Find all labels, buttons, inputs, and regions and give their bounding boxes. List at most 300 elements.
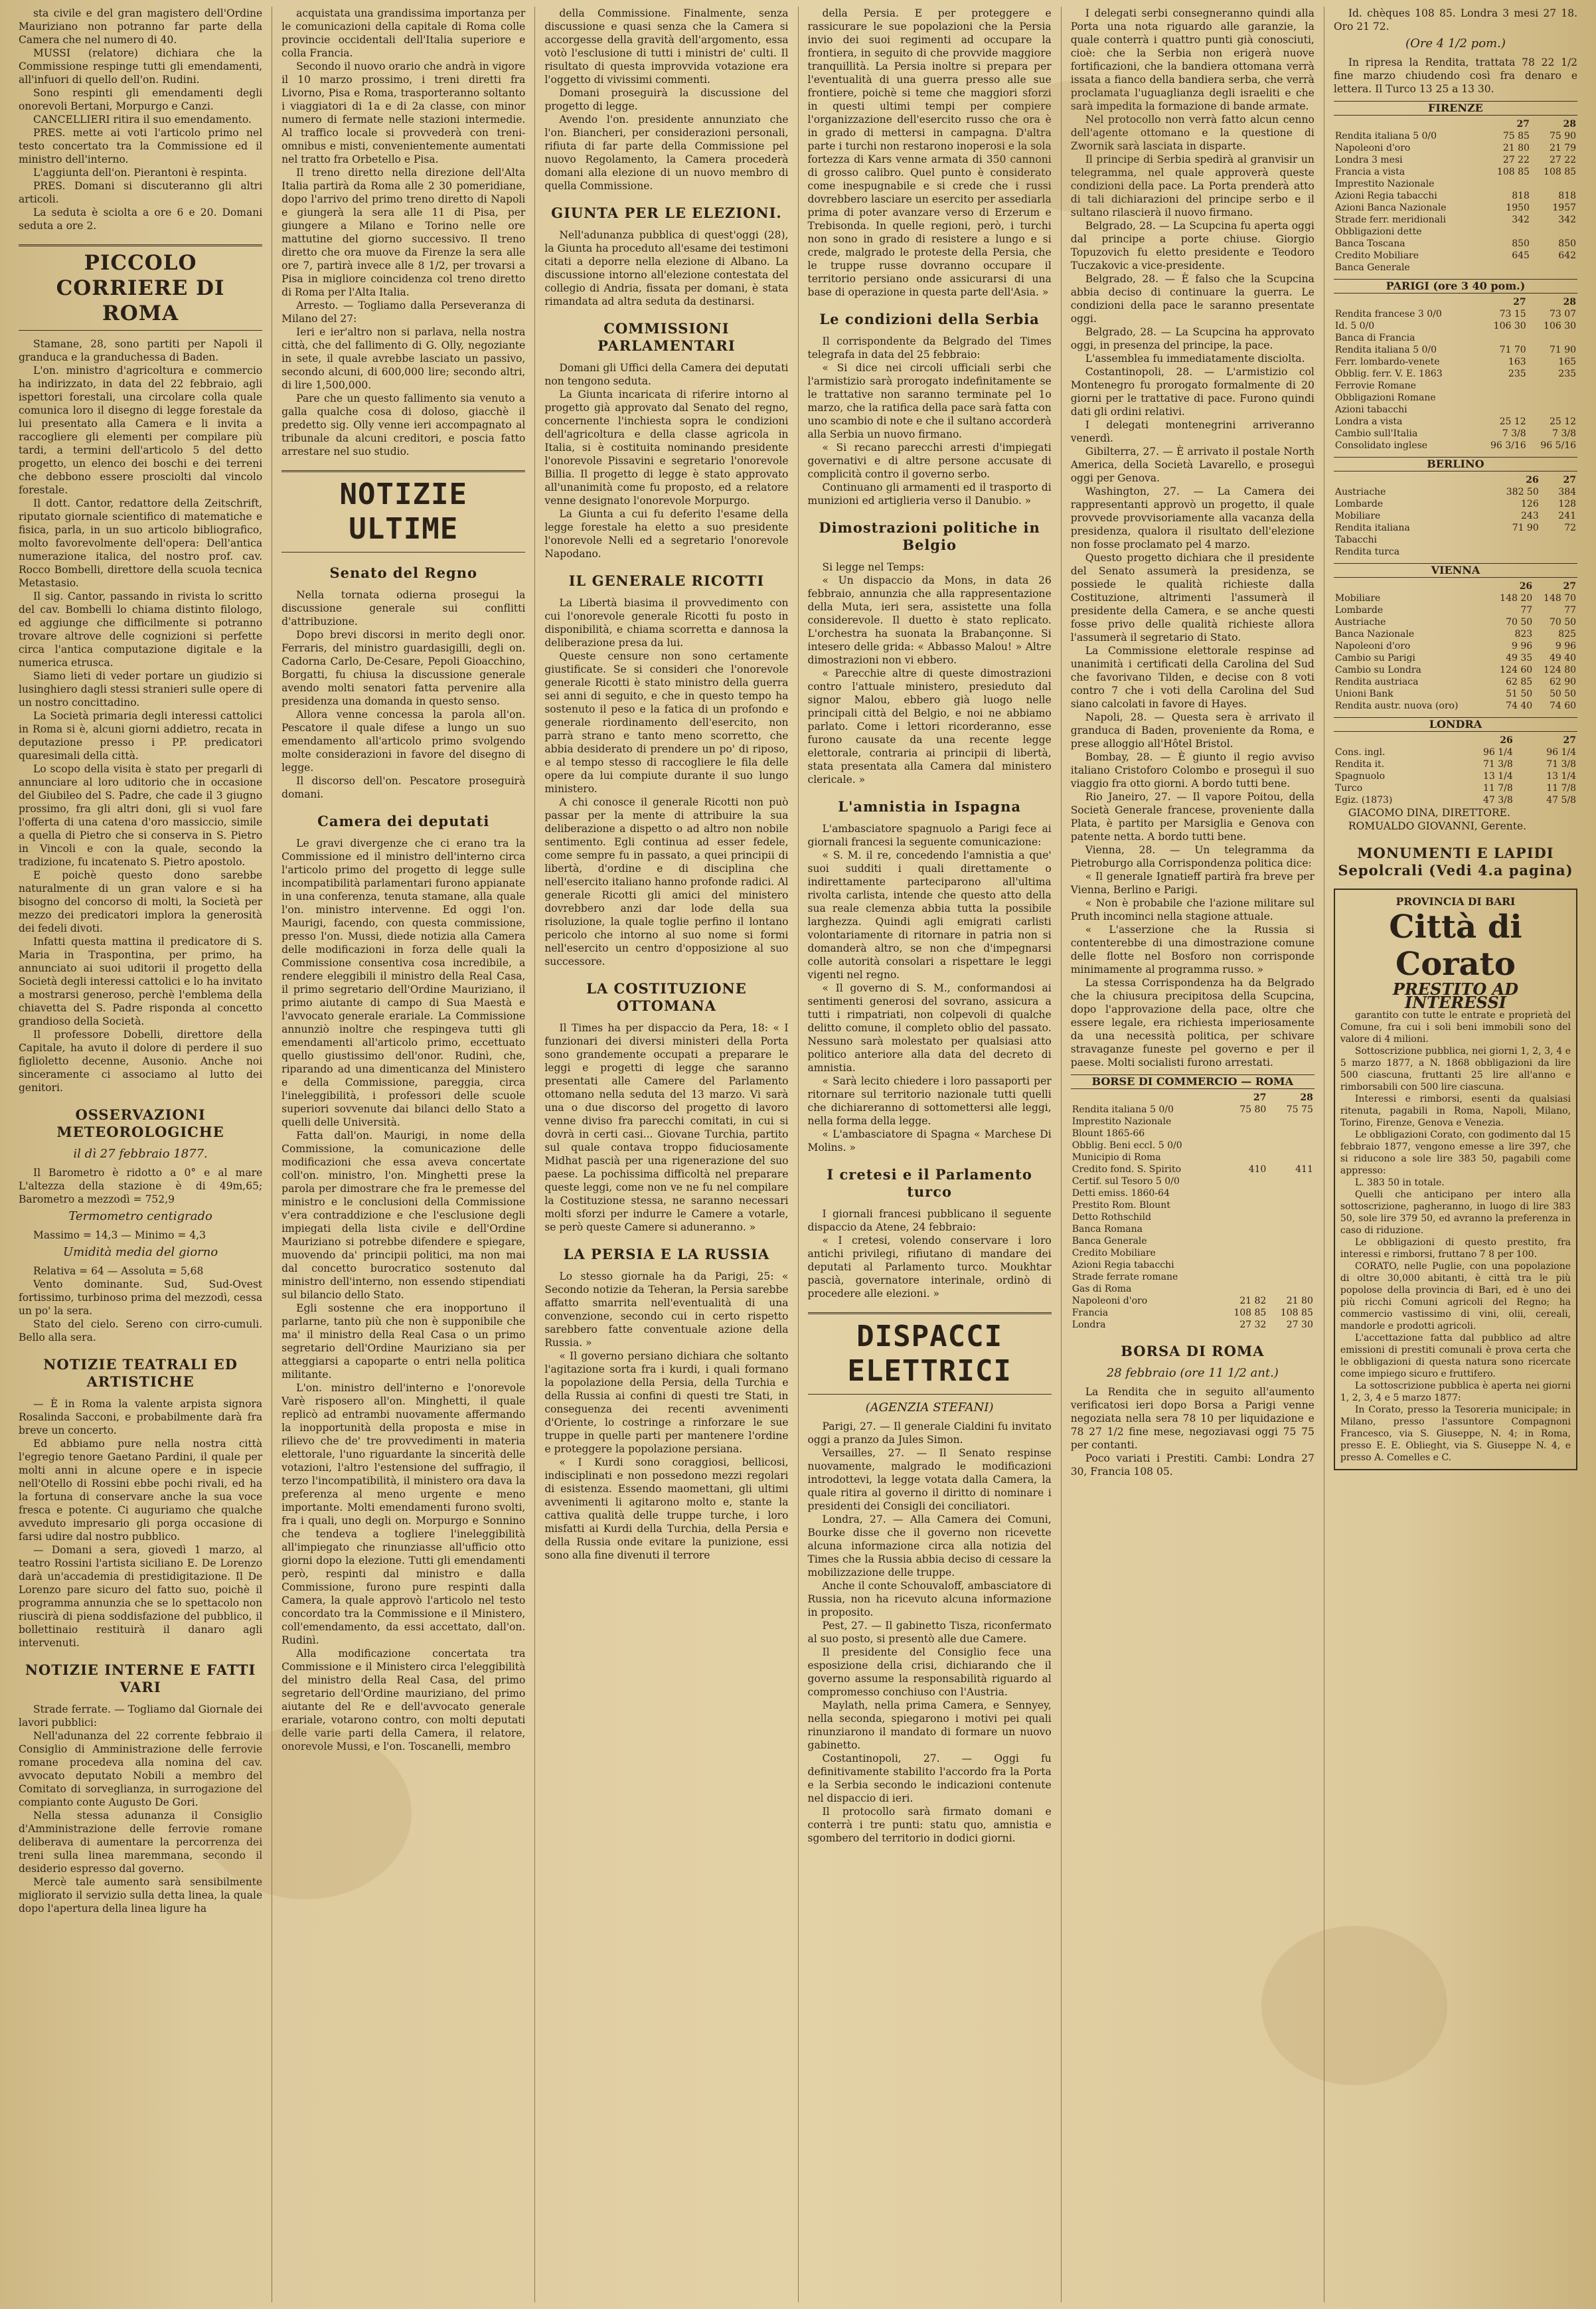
quote-value: 382 50 [1506,487,1539,497]
table-row [1334,202,1577,214]
security-name: Id. 5 0/0 [1334,321,1375,331]
table-header-row [1334,296,1577,308]
table-header-row [1334,474,1577,486]
quote-value: 47 5/8 [1546,795,1577,806]
quote-value [1267,1116,1315,1128]
paragraph: Il principe di Serbia spedirà al granvisir un telegramma, nel quale approverà queste condizioni della pace. La Porta prenderà atto di tali dichiarazioni del principe serbo e il sultano rilascierà il nuovo firmano. [1070,153,1315,218]
paragraph: Secondo il nuovo orario che andrà in vigore il 10 marzo prossimo, i treni diretti fra Livorno, Pisa e Roma, trasporteranno soltanto i viaggiatori di 1a e di 2a classe, con minor numero di fermate nelle stazioni intermedie. Al traffico locale si provvederà con treni-omnibus e misti, convenientemente aumentati nel tratto fra Orbetello e Pisa. [281,60,526,165]
quote-value [1221,1247,1268,1259]
security-name: Napoleoni d'oro [1334,143,1411,153]
quote-value: 235 [1558,369,1577,379]
quote-value [1267,1283,1315,1295]
quote-value [1221,1140,1268,1152]
quote-value [1221,1175,1268,1187]
subheading: il dì 27 febbraio 1877. [73,1147,208,1161]
column-header: 27 [1563,581,1577,592]
security-name: Napoleoni d'oro [1072,1296,1148,1306]
quote-value: 108 85 [1234,1308,1267,1318]
table-row [1071,1247,1315,1259]
paragraph: L'assemblea fu immediatamente disciolta. [1085,353,1305,365]
security-name: Mobiliare [1334,593,1381,604]
quote-value [1221,1271,1268,1283]
security-name: Unioni Bank [1334,689,1394,699]
ad-paragraph: garantito con tutte le entrate e proprietà del Comune, fra cui i soli beni immobili sono del valore di 4 milioni. [1340,1010,1571,1045]
security-name: Rendita italiana [1334,523,1410,533]
paragraph: Continuano gli armamenti ed il trasporto di munizioni ed artiglieria verso il Danubio. » [807,481,1052,507]
table-header-row [1334,580,1577,592]
quote-value: 13 1/4 [1546,771,1577,782]
section-heading: NOTIZIE INTERNE E FATTI VARI [25,1662,256,1695]
table-row [1334,510,1577,522]
section-heading: MONUMENTI E LAPIDI Sepolcrali (Vedi 4.a pagina) [1338,845,1573,879]
table-row [1334,746,1577,758]
paragraph: In ripresa la Rendita, trattata 78 22 1/2 fine marzo chiudendo così fra denaro e lettera. Il Turco 13 25 a 13 30. [1333,56,1578,95]
security-name: Lombarde [1334,499,1384,509]
security-name: Gas di Roma [1072,1284,1132,1294]
paragraph: Domani proseguirà la discussione del progetto di legge. [544,87,789,112]
quotes-table [1334,474,1577,558]
quote-value: 49 40 [1549,653,1577,663]
paragraph: Stamane, 28, sono partiti per Napoli il granduca e la granduchessa di Baden. [19,338,263,363]
table-row [1334,628,1577,640]
table-row [1334,652,1577,664]
table-row [1071,1235,1315,1247]
paragraph: Bombay, 28. — È giunto il regio avviso italiano Cristoforo Colombo e proseguì il suo viaggio fra otto giorni. A bordo tutti bene. [1070,751,1315,790]
paragraph: Il protocollo sarà firmato domani e conterrà i tre punti: statu quo, amnistia e sgombero del territorio in dodici giorni. [807,1806,1052,1844]
column-header: 27 [1513,297,1526,307]
subheading: Termometro centigrado [68,1209,212,1223]
quote-value [1267,1259,1315,1271]
table-row [1071,1259,1315,1271]
quote-value: 62 85 [1506,677,1533,687]
table-row [1071,1152,1315,1163]
quote-value: 818 [1512,191,1530,201]
security-name: Consolidato inglese [1334,440,1428,451]
paragraph: Infatti questa mattina il predicatore di S. Maria in Traspontina, per primo, ha annunciato ai suoi uditorii il progetto della Società degli interessi cattolici e lo ha invitato a mostrarsi generoso, perchè l'emblema della chiavetta del S. Padre risponda al concetto grandioso della Società. [19,936,263,1027]
quote-value [1528,404,1577,416]
paragraph: A chi conosce il generale Ricotti non può passar per la mente di attribuire la sua deliberazione a dispetto o ad altro non nobile sentimento. Egli continua ad esser fedele, come sempre fu in passato, a quei principii di libertà, d'ordine e di disciplina che nell'esercito italiano hanno profonde radici. Al generale Ricotti gli amici del ministero dovrebbero anzi dar lode della sua risoluzione, la quale toglie perfino il lontano pericolo che intorno al suo nome si formi nell'esercito un centro d'opposizione al suo successore. [544,796,789,968]
security-name: Obbligazioni Romane [1334,392,1436,403]
quote-value [1267,1128,1315,1140]
security-name: Credito Mobiliare [1334,250,1419,261]
paragraph: Fatta dall'on. Maurigi, in nome della Commissione, la comunicazione delle modificazioni che essa aveva concertate coll'on. ministro, l'on. Minghetti prese la parola per dimostrare che fra le premesse del ministro e le conclusioni della Commissione v'era contraddizione e che l'esclusione degli impiegati della lista civile e dell'Ordine Mauriziano si potrebbe difendere e spiegare, muovendo da' principii politici, ma non mai dal concetto burocratico sostenuto dal ministro dell'interno, non essendo stipendiati sul bilancio dello Stato. [281,1130,526,1301]
section-heading: IL GENERALE RICOTTI [568,572,765,589]
column-4 [799,7,1062,2302]
security-name: Azioni Regia tabacchi [1072,1260,1174,1270]
quote-value: 96 1/4 [1546,747,1577,758]
quotes-table [1334,118,1577,274]
quote-value: 74 40 [1506,701,1533,711]
paragraph: Strade ferrate. — Togliamo dal Giornale dei lavori pubblici: [19,1703,263,1729]
ad-paragraph: L'accettazione fatta dal pubblico ad altre emissioni di prestiti comunali è prova certa che le obbligazioni di questa natura sono ricercate come impiego sicuro e fruttifero. [1340,1333,1571,1379]
security-name: Detto Rothschild [1072,1212,1151,1223]
quote-value [1531,262,1577,274]
table-header-row [1071,1092,1315,1104]
paragraph: GIACOMO DINA, DIRETTORE. [1348,807,1510,819]
quote-value: 73 15 [1499,309,1526,319]
table-row [1334,380,1577,392]
security-name: Napoleoni d'oro [1334,641,1411,651]
table-row [1071,1128,1315,1140]
paragraph: Alla modificazione concertata tra Commissione e il Ministero circa l'eleggibilità del ministro della Real Casa, del primo segretario dell'Ordine mauriziano, del primo aiutante del Re e dell'avvocato generale erariale, votarono contro, con molti deputati delle varie parti della Camera, il relatore, onorevole Mussi, e l'on. Toscanelli, membro [281,1648,526,1753]
quote-value: 1957 [1552,203,1577,213]
security-name: Francia [1072,1308,1109,1318]
quote-value [1476,534,1540,546]
quote-value: 75 75 [1286,1104,1313,1115]
financial-table-title: BORSE DI COMMERCIO — ROMA [1071,1074,1315,1089]
security-name: Rendita it. [1334,759,1385,770]
paragraph: PRES. Domani si discuteranno gli altri articoli. [19,180,263,205]
paragraph: Egli sostenne che era inopportuno il parlarne, tanto più che non è supponibile che ma' il ministro della Real Casa o un primo segretario dell'Ordine Mauriziano sia per atteggiarsi a capoparte o entri nella politica militante. [281,1302,526,1381]
security-name: Ferrovie Romane [1334,381,1416,391]
table-row [1334,262,1577,274]
security-name: Banca Generale [1334,262,1410,273]
security-name: Londra a vista [1334,416,1403,427]
paragraph: « Il governo persiano dichiara che soltanto l'agitazione sorta fra i kurdi, i quali formano la popolazione della Persia, della Turchia e della Russia ai confini di questi tre Stati, in conseguenza dei recenti avvenimenti d'Oriente, lo costringe a rinforzare le sue truppe in quelle parti per mantenere l'ordine e proteggere la popolazione persiana. [544,1350,789,1455]
paragraph: Maylath, nella prima Camera, e Sennyey, nella seconda, spiegarono i motivi pei quali rinunziarono il mandato di formare un nuovo gabinetto. [807,1699,1052,1751]
subheading: (AGENZIA STEFANI) [865,1401,994,1414]
security-name: Strade ferrate romane [1072,1272,1178,1282]
paragraph: CANCELLIERI ritira il suo emendamento. [33,114,252,126]
paragraph: « I Kurdi sono coraggiosi, bellicosi, indisciplinati e non possedono mezzi regolari di esistenza. Essendo maomettani, gli ultimi avvenimenti li agitarono molto e, stante la cattiva qualità delle truppe turche, i loro misfatti ai Kurdi della Turchia, della Persia e della Russia onde evitare la punizione, essi sono alla fine divenuti il terrore [544,1456,789,1561]
security-name: Cambio su Londra [1334,665,1421,675]
paragraph: Nell'adunanza del 22 corrente febbraio il Consiglio di Amministrazione delle ferrovie romane procedeva alla nomina del cav. avvocato deputato Nobili a membro del Comitato di sorveglianza, in surrogazione del compianto conte Augusto De Gori. [19,1730,263,1808]
section-heading: Le condizioni della Serbia [819,311,1040,327]
ad-paragraph: Interessi e rimborsi, esenti da qualsiasi ritenuta, pagabili in Roma, Napoli, Milano, Torino, Firenze, Genova e Venezia. [1340,1094,1571,1128]
column-header: 28 [1300,1092,1313,1103]
ad-paragraph: Sottoscrizione pubblica, nei giorni 1, 2, 3, 4 e 5 marzo 1877, a N. 1868 obbligazioni da lire 500 ciascuna, fruttanti 25 lire all'anno e rimborsabili con 500 lire ciascuna. [1340,1046,1571,1092]
section-heading: NOTIZIE ULTIME [281,470,525,553]
table-row [1334,404,1577,416]
ad-paragraph: Le obbligazioni di questo prestito, fra interessi e rimborsi, fruttano 7 8 per 100. [1340,1237,1571,1260]
quote-value [1540,534,1577,546]
quote-value: 25 12 [1549,416,1577,427]
security-name: Obblig. ferr. V. E. 1863 [1334,369,1443,379]
paragraph: PRES. mette ai voti l'articolo primo nel testo concertato tra la Commissione ed il ministro dell'interno. [19,127,263,165]
quote-value: 11 7/8 [1546,783,1577,794]
financial-table-title: VIENNA [1334,563,1577,578]
quotes-table [1334,580,1577,712]
financial-table [1334,101,1577,274]
security-name: Rendita italiana 5 0/0 [1334,345,1437,355]
quote-value: 27 32 [1239,1320,1267,1330]
paragraph: Relativa = 64 — Assoluta = 5,68 [33,1265,204,1277]
paragraph: La Giunta incaricata di riferire intorno al progetto già approvato dal Senato del regno, concernente l'inchiesta sopra le condizioni dell'agricoltura e della classe agricola in Italia, si è costituita nominando presidente l'onorevole Pissavini e segretario l'onorevole Billia. Il progetto di legge è stato approvato all'unanimità come fu proposto, ed a relatore venne designato l'onorevole Morpurgo. [544,388,789,507]
paragraph: della Commissione. Finalmente, senza discussione e quasi senza che la Camera si accorgesse della gravità dell'argomento, essa votò l'esclusione di tutti i ministri de' culti. Il risultato di questa improvvida votazione era l'oggetto di vivissimi commenti. [544,7,789,86]
quote-value [1221,1116,1268,1128]
security-name: Banca Toscana [1334,238,1405,249]
security-name: Turco [1334,783,1363,794]
paragraph: Gibilterra, 27. — È arrivato il postale North America, della Società Lavarello, e proseguì oggi per Genova. [1070,446,1315,484]
section-heading: LA PERSIA E LA RUSSIA [563,1246,770,1262]
quote-value: 850 [1558,238,1577,249]
column-header: 26 [1526,475,1539,485]
paragraph: Londra, 27. — Alla Camera dei Comuni, Bourke disse che il governo non ricevette alcuna informazione circa alla notizia del Times che la Russia abbia deciso di cessare la mobilizzazione delle truppe. [807,1513,1052,1579]
paragraph: « Il generale Ignatieff partirà fra breve per Vienna, Berlino e Parigi. [1070,871,1315,896]
column-3 [535,7,798,2302]
paragraph: « Un dispaccio da Mons, in data 26 febbraio, annunzia che alla rappresentazione della Muta, ieri sera, assistette una folla considerevole. Il duetto è stato replicato. L'orchestra ha suonata la Brabançonne. Si intesero delle grida: « Abbasso Malou! » Altre dimostrazioni non vi ebbero. [807,574,1052,666]
quote-value: 51 50 [1506,689,1533,699]
quote-value: 126 [1521,499,1539,509]
table-row [1334,320,1577,332]
advertisement [1334,889,1577,1470]
quote-value [1531,178,1577,190]
quote-value [1267,1247,1315,1259]
section-heading: LA COSTITUZIONE OTTOMANA [586,980,747,1014]
column-header: 28 [1563,297,1577,307]
table-row [1071,1283,1315,1295]
paragraph: Pare che un questo fallimento sia venuto a galla qualche cosa di doloso, giacchè il predetto sig. Olly venne ieri accompagnato al tribunale da alcuni creditori, e poscia fatto arrestare nel suo studio. [281,392,526,458]
table-row [1334,770,1577,782]
table-row [1334,794,1577,806]
table-row [1334,592,1577,604]
paragraph: Mercè tale aumento sarà sensibilmente migliorato il servizio sulla detta linea, la quale dopo l'apertura della linea ligure ha [19,1876,263,1915]
quote-value: 72 [1564,523,1577,533]
ad-paragraph: La sottoscrizione pubblica è aperta nei giorni 1, 2, 3, 4 e 5 marzo 1877: [1340,1381,1571,1403]
paragraph: Dopo brevi discorsi in merito degli onor. Ferraris, del ministro guardasigilli, degli on. Cadorna Carlo, De-Cesare, Pepoli Gioacchino, Borgatti, fu chiusa la discussione generale avendo molti senatori fatta pervenire alla presidenza una domanda in questo senso. [281,629,526,707]
financial-table [1334,717,1577,806]
table-row [1071,1116,1315,1128]
paragraph: Nell'adunanza pubblica di quest'oggi (28), la Giunta ha proceduto all'esame dei testimoni citati a deporre nella elezione di Albano. La discussione intorno all'elezione contestata del collegio di Andria, fissata per domani, è stata rimandata ad altra seduta da destinarsi. [544,229,789,307]
table-row [1071,1187,1315,1199]
paragraph: Costantinopoli, 28. — L'armistizio col Montenegro fu prorogato formalmente di 20 giorni per le trattative di pace. Furono quindi dati gli ordini relativi. [1070,366,1315,418]
financial-table [1071,1074,1315,1331]
paragraph: ROMUALDO GIOVANNI, Gerente. [1348,820,1527,832]
security-name: Prestito Rom. Blount [1072,1200,1170,1211]
quote-value: 70 50 [1506,617,1533,628]
quote-value [1267,1211,1315,1223]
table-row [1334,250,1577,262]
security-name: Credito fond. S. Spirito [1072,1164,1182,1175]
quote-value: 163 [1508,357,1526,367]
quote-value [1221,1259,1268,1271]
paragraph: Domani gli Uffici della Camera dei deputati non tengono seduta. [544,362,789,387]
quote-value [1221,1152,1268,1163]
section-heading: Senato del Regno [329,564,478,581]
table-row [1334,676,1577,688]
quote-value: 73 07 [1549,309,1577,319]
section-heading: DISPACCI ELETTRICI [808,1312,1052,1395]
quote-value: 7 3/8 [1552,428,1577,439]
table-row [1334,226,1577,238]
quote-value: 850 [1512,238,1530,249]
security-name: Banca Generale [1072,1236,1147,1246]
quote-value: 62 90 [1549,677,1577,687]
quote-value: 25 12 [1499,416,1526,427]
paragraph: Versailles, 27. — Il Senato respinse nuovamente, malgrado le modificazioni introdottevi, la legge votata dalla Camera, la quale ritira al governo il diritto di nominare i presidenti dei Consigli dei conciliatori. [807,1447,1052,1512]
table-row [1334,344,1577,356]
quote-value: 148 20 [1500,593,1533,604]
security-name: Obbligazioni dette [1334,226,1422,237]
table-row [1334,166,1577,178]
table-row [1071,1104,1315,1116]
paragraph: Anche il conte Schouvaloff, ambasciatore di Russia, non ha ricevuto alcuna informazione in proposito. [807,1580,1052,1618]
subheading: Umidità media del giorno [62,1245,218,1259]
table-row [1334,440,1577,452]
ad-paragraph: In Corato, presso la Tesoreria municipale; in Milano, presso l'assuntore Compagnoni Francesco, via S. Giuseppe, N. 4; in Roma, presso E. E. Oblieght, via S. Giuseppe N. 4, e presso A. Comelles e C. [1340,1405,1571,1463]
paragraph: acquistata una grandissima importanza per le comunicazioni della capitale di Roma colle provincie occidentali dell'Italia superiore e colla Francia. [281,7,526,59]
quote-value [1267,1152,1315,1163]
quote-value [1477,380,1527,392]
quote-value [1221,1283,1268,1295]
paragraph: Il sig. Cantor, passando in rivista lo scritto del cav. Bombelli lo chiama distinto filologo, ed aggiunge che difficilmente si potranno trovare altrove delle cognizioni si perfette circa l'antica computazione digitale e la numerica etrusca. [19,590,263,669]
quote-value: 818 [1558,191,1577,201]
paragraph: « L'asserzione che la Russia si contenterebbe di una dimostrazione comune delle flotte nel Bosforo non corrisponde minimamente al programma russo. » [1070,924,1315,976]
paragraph: Allora venne concessa la parola all'on. Pescatore il quale difese a lungo un suo emendamento all'articolo primo svolgendo molte considerazioni in favore del disegno di legge. [281,709,526,774]
quote-value: 21 80 [1502,143,1530,153]
quote-value: 165 [1558,357,1577,367]
security-name: Londra 3 mesi [1334,155,1403,165]
quote-value: 77 [1520,605,1533,616]
quote-value: 74 60 [1549,701,1577,711]
column-header [1334,118,1484,130]
table-row [1071,1271,1315,1283]
paragraph: Vento dominante. Sud, Sud-Ovest fortissimo, turbinoso prima del mezzodì, cessa un po' la sera. [19,1278,263,1317]
quote-value: 124 60 [1500,665,1533,675]
financial-table-title: LONDRA [1334,717,1577,732]
column-5 [1062,7,1324,2302]
security-name: Rendita italiana 5 0/0 [1072,1104,1174,1115]
quote-value [1221,1235,1268,1247]
quote-value [1267,1223,1315,1235]
paragraph: Il Times ha per dispaccio da Pera, 18: « I funzionari dei diversi ministeri della Porta sono grandemente occupati a preparare le leggi e progetti di legge che saranno presentati alle Camere del Parlamento ottomano nella seduta del 13 marzo. Vi sarà una o due discorso del progetto di lavoro venne diviso fra parecchi comitati, in cui si dovrà in certi casi... Giovane Turchia, partito sul quale contava troppo fiduciosamente Midhat pascià per una rigenerazione del suo paese. La pochissima difficoltà nel preparare queste leggi, come non ve ne fu nel compilare la Costituzione stessa, ne saranno necessari molti sforzi per indurre le Camere a votarle, se però queste Camere si aduneranno. » [544,1022,789,1233]
table-row [1334,664,1577,676]
column-header [1334,474,1476,486]
quote-value [1528,332,1577,344]
paragraph: Il dott. Cantor, redattore della Zeitschrift, riputato giornale scientifico di matematiche e fisica, parla, in un suo articolo bibliografico, molto favorevolmente dell'opera: Dell'antica numerazione italica, del nostro prof. cav. Rocco Bombelli, direttore della scuola tecnica Metastasio. [19,497,263,589]
security-name: Imprestito Nazionale [1072,1116,1172,1127]
quote-value: 27 22 [1502,155,1530,165]
column-2 [272,7,535,2302]
quote-value: 342 [1512,214,1530,225]
quote-value: 1950 [1506,203,1530,213]
paragraph: Pest, 27. — Il gabinetto Tisza, riconfermato al suo posto, si presentò alle due Camere. [807,1620,1052,1645]
paragraph: Washington, 27. — La Camera dei rappresentanti approvò un progetto, il quale provvede provvisoriamente alla vacanza della presidenza, qualora il risultato dell'elezione non fosse proclamato pel 4 marzo. [1070,485,1315,551]
security-name: Austriache [1334,487,1386,497]
paragraph: La stessa Corrispondenza ha da Belgrado che la chiusura precipitosa della Scupcina, dopo l'approvazione della pace, oltre che essere legale, era richiesta imperiosamente da una necessità politica, per schivare stravaganze funeste pel governo e per il paese. Molti socialisti furono arrestati. [1070,977,1315,1069]
quote-value: 825 [1558,629,1577,640]
section-heading: BORSA DI ROMA [1121,1343,1265,1359]
table-row [1334,688,1577,700]
paragraph: Belgrado, 28. — La Scupcina ha approvato oggi, in presenza del principe, la pace. [1070,326,1315,351]
paragraph: L'on. ministro dell'interno e l'onorevole Varè risposero all'on. Minghetti, il quale replicò ad entrambi nuovamente affermando la inopportunità della proposta e mise in rilievo che de' tre provvedimenti in materia elettorale, l'uno riguardante la sincerità delle votazioni, l'altro l'estensione del suffragio, il terzo l'incompatibilità, il ministero ora dava la preferenza al meno urgente e meno importante. Molti emendamenti furono svolti, fra i quali, uno degli on. Morpurgo e Sonnino che tendeva a togliere l'ineleggibilità all'impiegato che rinunziasse all'ufficio otto giorni dopo la elezione. Tutti gli emendamenti però, respinti dal ministro e dalla Commissione, furono pure respinti dalla Camera, la quale approvò l'articolo nel testo concordato tra la Commissione e il Ministero, coll'emendamento, da essi accettato, dall'on. Rudinì. [281,1382,526,1646]
paragraph: sta civile e del gran magistero dell'Ordine Mauriziano non potranno far parte della Camera che nel numero di 40. [19,7,263,46]
table-row [1334,238,1577,250]
table-row [1334,190,1577,202]
table-row [1334,604,1577,616]
quote-value: 108 85 [1544,167,1577,177]
paragraph: Siamo lieti di veder portare un giudizio si lusinghiero dagli stessi stranieri sulle opere di un nostro concittadino. [19,670,263,709]
quote-value [1267,1175,1315,1187]
paragraph: Stato del cielo. Sereno con cirro-cumuli. Bello alla sera. [19,1318,263,1343]
quote-value [1267,1271,1315,1283]
security-name: Francia a vista [1334,167,1405,177]
security-name: Certif. sul Tesoro 5 0/0 [1072,1176,1180,1187]
paragraph: Il treno diretto nella direzione dell'Alta Italia partirà da Roma alle 2 30 pomeridiane, dopo l'arrivo del primo treno diretto di Napoli e giungerà la sera alle 11 di Pisa, per giungere a Milano e Torino nelle ore mattutine del giorno successivo. Il treno diretto che ora muove da Firenze la sera alle ore 7, partirà invece alle 8 1/2, per trovarsi a Pisa in migliore coincidenza col treno diretto di Roma per l'Alta Italia. [281,167,526,298]
table-row [1334,178,1577,190]
paragraph: « L'ambasciatore di Spagna « Marchese Di Molins. » [807,1128,1052,1154]
financial-table-title: BERLINO [1334,457,1577,471]
security-name: Rendita austriaca [1334,677,1419,687]
security-name: Londra [1072,1320,1106,1330]
quote-value: 411 [1295,1164,1313,1175]
paragraph: La Società primaria degli interessi cattolici in Roma si è, alcuni giorni addietro, recata in deputazione presso i PP. predicatori quaresimali della città. [19,710,263,762]
columns-container [9,7,1587,2302]
paragraph: Vienna, 28. — Un telegramma da Pietroburgo alla Corrispondenza politica dice: [1070,844,1315,869]
section-heading: Camera dei deputati [317,813,490,829]
paragraph: « Sarà lecito chiedere i loro passaporti per ritornare sul territorio nazionale tutti quelli che dichiareranno di sottomettersi alle leggi, nella forma della legge. [807,1075,1052,1127]
quote-value: 106 30 [1544,321,1577,331]
security-name: Lombarde [1334,605,1384,616]
quote-value: 11 7/8 [1482,783,1513,794]
paragraph: MUSSI (relatore) dichiara che la Commissione respinge tutti gli emendamenti, all'infuori di quello dell'on. Rudini. [19,47,263,86]
paragraph: Nel protocollo non verrà fatto alcun cenno dell'agente ottomano e la questione di Zwornik sarà lasciata in disparte. [1070,114,1315,152]
paragraph: Ed abbiamo pure nella nostra città l'egregio tenore Gaetano Pardini, il quale per molti anni in alcune opere e in ispecie nell'Otello di Rossini ebbe pochi rivali, ed ha la fortuna di conservare anche la sua voce fresca e potente. Ci auguriamo che qualche avveduto impresario gli porga occasione di farsi udire dal nostro pubblico. [19,1438,263,1543]
table-row [1334,700,1577,712]
security-name: Credito Mobiliare [1072,1248,1156,1258]
paragraph: Questo progetto dichiara che il presidente del Senato assumerà la presidenza, se possiede le qualità richieste dalla Costituzione, altrimenti l'assumerà il presidente della Camera, e se anche questi fosse privo delle qualità richieste allora l'assumerà il segretario di Stato. [1070,552,1315,643]
security-name: Cambio su Parigi [1334,653,1415,663]
paragraph: della Persia. E per proteggere e rassicurare le sue popolazioni che la Persia invio dei suoi regimenti ad occupare la frontiera, in seguito di che provvide maggiore tranquillità. La Persia inoltre si prepara per l'eventualità di una guerra presso alle sue frontiere, poichè si teme che maggiori sforzi in questi ultimi tempi per compiere l'organizzazione dell'esercito russo che ora è in grado di mettersi in campagna. D'altra parte i turchi non restarono inoperosi e la sola fortezza di Kars venne armata di 350 cannoni di grosso calibro. Quel punto è considerato come inespugnabile e si crede che i russi dovrebbero lasciare un esercito per assediarla prima di poter avanzare verso di Erzerum e Trebisonda. In quelle regioni, però, i turchi non sono in grado di resistere a lungo e si crede, malgrado le proteste della Persia, che le truppe russe dovranno occupare il territorio persiano onde assicurarsi di una base di operazione in questa parte dell'Asia. » [807,7,1052,298]
quote-value [1477,332,1527,344]
table-row [1334,308,1577,320]
table-header-row [1334,118,1577,130]
table-row [1334,416,1577,428]
column-header: 27 [1253,1092,1267,1103]
paragraph: La seduta è sciolta a ore 6 e 20. Domani seduta a ore 2. [19,207,263,232]
paragraph: E poichè questo dono sarebbe naturalmente di un gran valore e si ha bisogno del concorso di molti, la Società per mezzo dei predicatori implora la generosità dei fedeli divoti. [19,869,263,934]
security-name: Rendita austr. nuova (oro) [1334,701,1459,711]
paragraph: Il discorso dell'on. Pescatore proseguirà domani. [281,775,526,800]
financial-table [1334,279,1577,452]
security-name: Imprestito Nazionale [1334,179,1435,189]
paragraph: Il presidente del Consiglio fece una esposizione della crisi, dichiarando che il governo assume la responsabilità riguardo al compromesso conchiuso con l'Austria. [807,1646,1052,1698]
table-row [1334,486,1577,498]
security-name: Blount 1865-66 [1072,1128,1145,1139]
quote-value [1267,1199,1315,1211]
column-header: 27 [1516,119,1530,129]
table-row [1334,758,1577,770]
section-heading: NOTIZIE TEATRALI ED ARTISTICHE [43,1356,238,1390]
quote-value: 77 [1564,605,1577,616]
paragraph: Lo scopo della visita è stato per pregarli di annunciare al loro uditorio che in occasione del Giubileo del S. Padre, che cade il 3 giugno prossimo, fra gli altri doni, gli si vuol fare l'offerta di una catena d'oro massiccio, simile a quella di Pietro che si conserva in S. Pietro in Vincoli e con la quale, secondo la tradizione, fu incatenato S. Pietro apostolo. [19,763,263,868]
financial-table-title: PARIGI (ore 3 40 pom.) [1334,279,1577,294]
section-heading: COMMISSIONI PARLAMENTARI [598,320,736,354]
table-row [1334,522,1577,534]
section-heading: OSSERVAZIONI METEOROLOGICHE [56,1106,224,1140]
column-header: 28 [1563,119,1577,129]
quote-value: 71 90 [1512,523,1539,533]
quote-value: 21 82 [1239,1296,1267,1306]
quote-value: 106 30 [1493,321,1526,331]
table-row [1334,640,1577,652]
section-heading: I cretesi e il Parlamento turco [827,1166,1032,1200]
security-name: Ferr. lombardo-venete [1334,357,1440,367]
security-name: Azioni tabacchi [1334,404,1407,415]
quote-value: 75 85 [1502,131,1530,141]
quote-value [1221,1223,1268,1235]
security-name: Azioni Banca Nazionale [1334,203,1447,213]
paragraph: Queste censure non sono certamente giustificate. Se si consideri che l'onorevole generale Ricotti è stato ministro della guerra sei anni di seguito, e che in questo tempo ha sostenuto il peso e la fatica di un profondo e generale riordinamento dell'esercito, non parrà strano e tanto meno scorretto, che abbia desiderato di prendere un po' di riposo, e al tempo stesso di raccogliere le fila delle opere da lui compiute durante il suo lungo ministero. [544,650,789,795]
table-row [1334,332,1577,344]
quote-value: 108 85 [1280,1308,1313,1318]
paragraph: « Si dice nei circoli ufficiali serbi che l'armistizio sarà prorogato indefinitamente se le trattative non saranno terminate pel 1o marzo, che la ratifica della pace sarà fatta con uno scambio di note e che il sultano accorderà alla Serbia un nuovo firmano. [807,362,1052,440]
section-heading: GIUNTA PER LE ELEZIONI. [551,205,782,221]
table-row [1334,214,1577,226]
quote-value [1267,1187,1315,1199]
quote-value [1531,226,1577,238]
quotes-table [1071,1092,1315,1331]
